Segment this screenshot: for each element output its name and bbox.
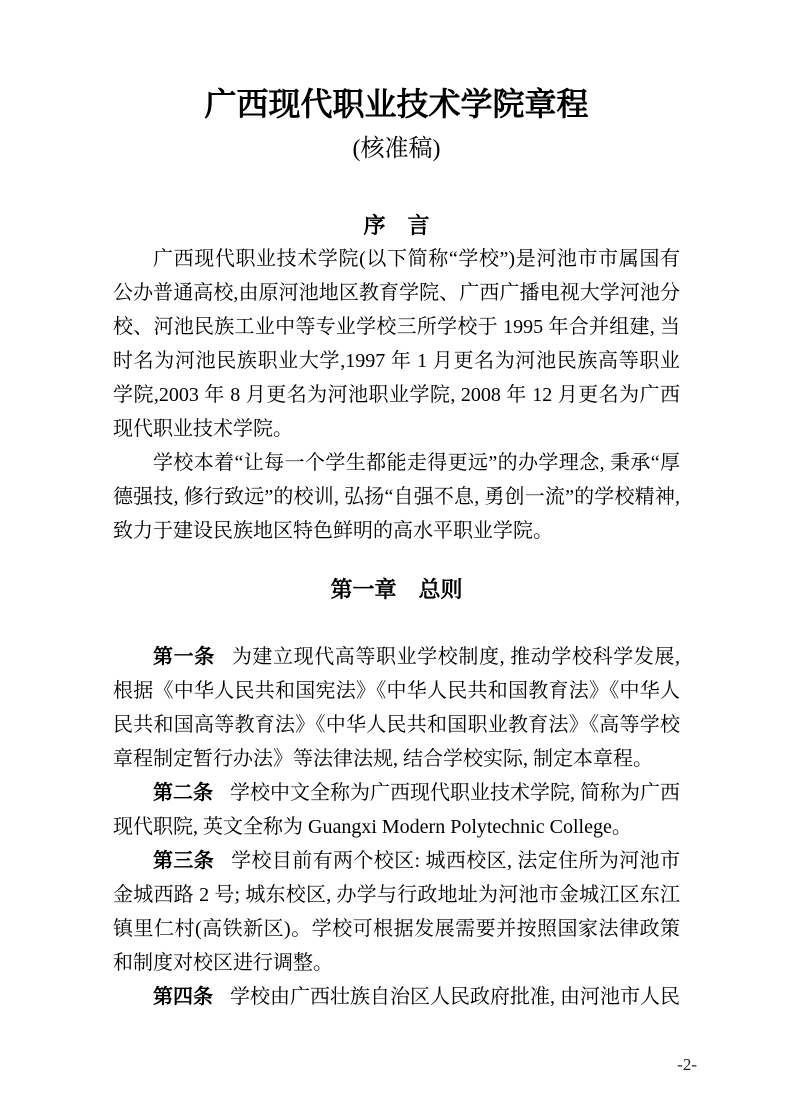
article-1 <box>113 640 680 776</box>
article-3-label: 第三条 <box>153 850 215 872</box>
article-4-text: 学校由广西壮族自治区人民政府批准, 由河池市人民 <box>230 986 680 1008</box>
preface-paragraph-2: 学校本着“让每一个学生都能走得更远”的办学理念, 秉承“厚德强技, 修行致远”的校训, 弘扬“自强不息, 勇创一流”的学校精神, 致力于建设民族地区特色鲜明的高水平职业学院。 <box>113 452 680 542</box>
article-2-label: 第二条 <box>153 782 213 804</box>
article-2-text: 学校中文全称为广西现代职业技术学院, 简称为广西现代职院, 英文全称为 Guangxi Modern Polytechnic College。 <box>113 782 680 838</box>
article-3 <box>113 844 680 980</box>
article-4-label: 第四条 <box>153 986 213 1008</box>
document-title: 广西现代职业技术学院章程 <box>204 86 589 122</box>
article-1-text: 为建立现代高等职业学校制度, 推动学校科学发展, 根据《中华人民共和国宪法》《中华人民共和国教育法》《中华人民共和国高等教育法》《中华人民共和国职业教育法》《高等学校章程制定暂行办法》等法律法规, 结合学校实际, 制定本章程。 <box>113 646 681 770</box>
article-4 <box>113 980 680 1014</box>
chapter-1-heading: 第一章 总则 <box>330 577 463 602</box>
article-2 <box>113 776 680 844</box>
preface-heading: 序 言 <box>363 213 430 238</box>
article-1-label: 第一条 <box>153 646 215 668</box>
article-3-text: 学校目前有两个校区: 城西校区, 法定住所为河池市金城西路 2 号; 城东校区, 办学与行政地址为河池市金城江区东江镇里仁村(高铁新区)。学校可根据发展需要并按照国家法律政策和制度对校区进行调整。 <box>113 850 681 974</box>
document-subtitle: (核准稿) <box>352 136 441 162</box>
preface-paragraph-1: 广西现代职业技术学院(以下简称“学校”)是河池市市属国有公办普通高校,由原河池地区教育学院、广西广播电视大学河池分校、河池民族工业中等专业学校三所学校于 1995 年合并组建, 当时名为河池民族职业大学,1997 年 1 月更名为河池民族高等职业学院,2003 年 8 月更名为河池职业学院, 2008 年 12 月更名为广西现代职业技术学院。 <box>113 248 680 440</box>
page-number: -2- <box>677 1055 697 1074</box>
